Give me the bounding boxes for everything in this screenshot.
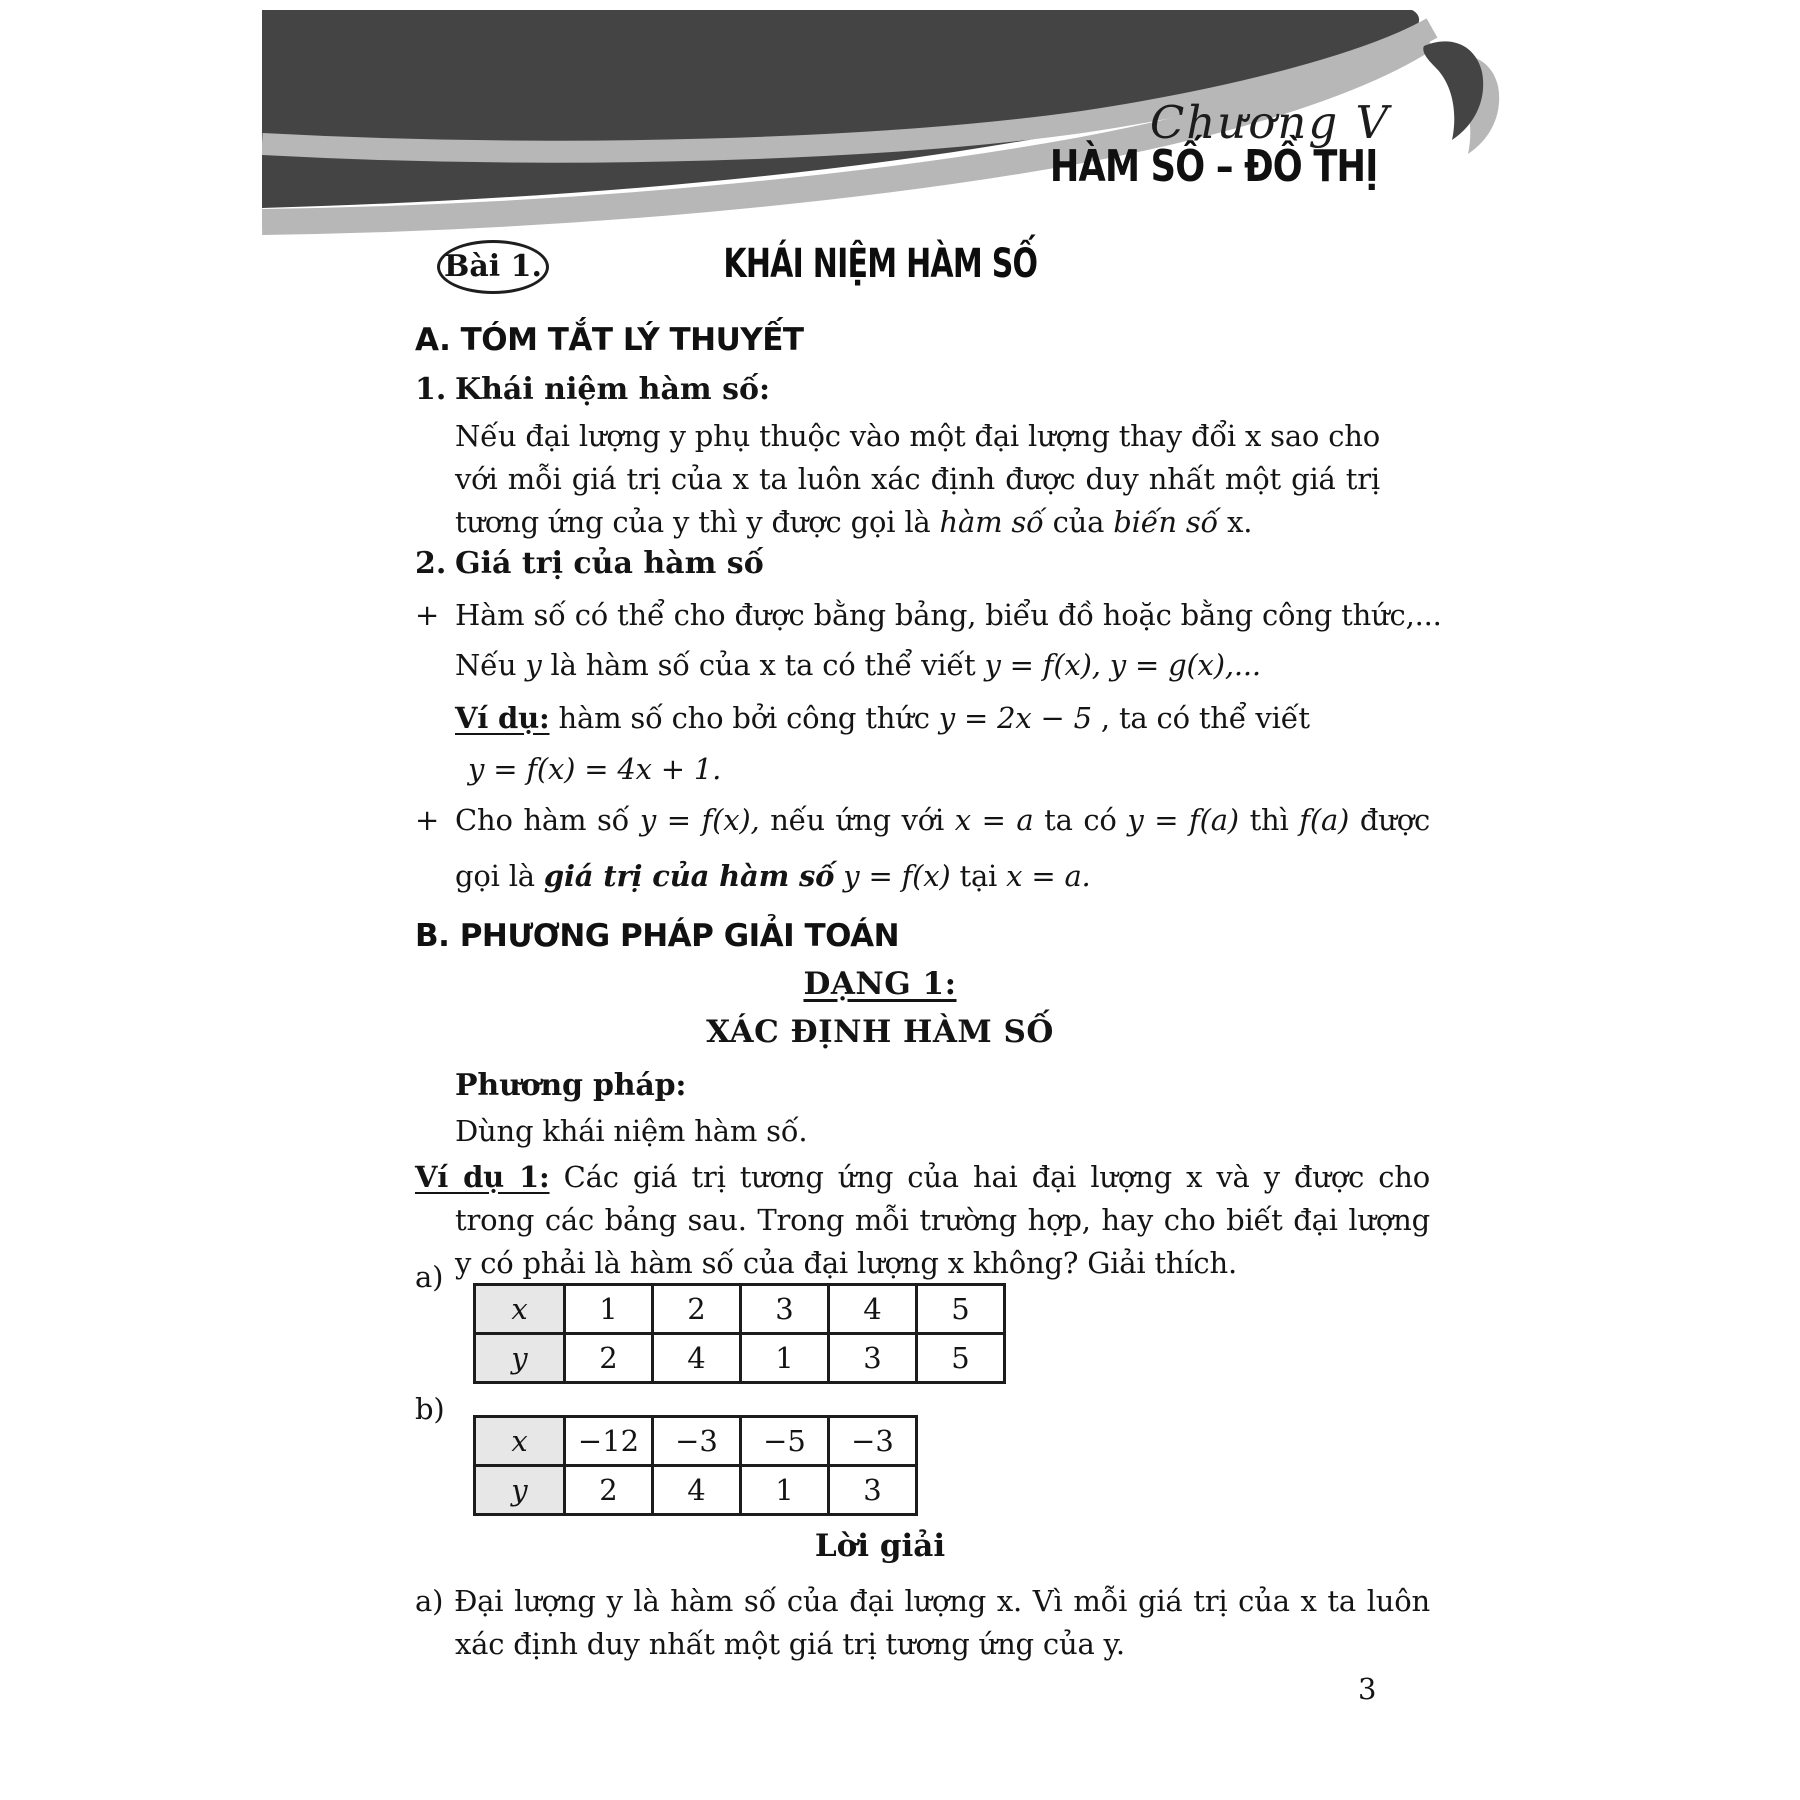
body-text: x. bbox=[1218, 505, 1253, 539]
theory-item-1-body bbox=[455, 415, 1380, 544]
solution-title: Lời giải bbox=[814, 1528, 946, 1564]
table-cell: 2 bbox=[565, 1466, 653, 1515]
example-label: Ví dụ: bbox=[455, 701, 550, 735]
example-1-paragraph bbox=[415, 1156, 1430, 1285]
plus-bullet: + bbox=[415, 803, 440, 837]
plus-bullet: + bbox=[415, 598, 440, 632]
lesson-badge: Bài 1. bbox=[437, 240, 549, 294]
math-fa: f(a) bbox=[1299, 803, 1350, 837]
body-text: của bbox=[1043, 505, 1114, 539]
theory-heading: A. TÓM TẮT LÝ THUYẾT bbox=[415, 322, 804, 358]
math-fx-gx: y = f(x), y = g(x),... bbox=[984, 648, 1261, 682]
table-cell: 3 bbox=[829, 1334, 917, 1383]
table-row-x bbox=[475, 1417, 917, 1466]
term-gia-tri-cua-ham-so: giá trị của hàm số bbox=[543, 859, 835, 893]
math-y-fx: y = f(x) bbox=[834, 859, 960, 893]
method-text: Dùng khái niệm hàm số. bbox=[455, 1114, 808, 1148]
page-number: 3 bbox=[1358, 1672, 1377, 1706]
method-heading: B. PHƯƠNG PHÁP GIẢI TOÁN bbox=[415, 918, 900, 954]
dang-1-title-row bbox=[415, 1014, 1345, 1050]
header-cell: x bbox=[475, 1285, 565, 1334]
header-cell: x bbox=[475, 1417, 565, 1466]
table-row-y bbox=[475, 1334, 1005, 1383]
table-b-label: b) bbox=[415, 1392, 445, 1426]
dang-1-label: DẠNG 1: bbox=[803, 966, 957, 1002]
item-title: Giá trị của hàm số bbox=[455, 546, 764, 581]
table-row-y bbox=[475, 1466, 917, 1515]
theory-item-2 bbox=[415, 546, 764, 581]
value-table-b bbox=[473, 1415, 918, 1516]
term-bien-so: biến số bbox=[1113, 505, 1219, 539]
example-text: hàm số cho bởi công thức bbox=[549, 701, 939, 735]
example-1-text: Các giá trị tương ứng của hai đại lượng x và y được cho trong các bảng sau. Trong mỗi trường hợp, hay cho biết đại lượng y có phải là hàm số của đại lượng x không? Giải thích. bbox=[455, 1160, 1430, 1280]
bullet-text: ta có bbox=[1033, 803, 1128, 837]
table-cell: −3 bbox=[653, 1417, 741, 1466]
bullet-1-line-1 bbox=[415, 594, 1442, 637]
item-title: Khái niệm hàm số: bbox=[455, 372, 771, 407]
item-number: 1. bbox=[415, 372, 447, 407]
table-cell: 4 bbox=[829, 1285, 917, 1334]
solution-a-label: a) bbox=[415, 1584, 444, 1618]
table-cell: 1 bbox=[565, 1285, 653, 1334]
table-cell: −12 bbox=[565, 1417, 653, 1466]
table-cell: 2 bbox=[653, 1285, 741, 1334]
header-cell: y bbox=[475, 1334, 565, 1383]
example-1-label: Ví dụ 1: bbox=[415, 1160, 550, 1194]
theory-item-1 bbox=[415, 372, 770, 407]
header-cell: y bbox=[475, 1466, 565, 1515]
lesson-title-row bbox=[415, 241, 1345, 287]
example-line bbox=[455, 697, 1310, 740]
table-cell: 5 bbox=[917, 1285, 1005, 1334]
term-ham-so: hàm số bbox=[939, 505, 1044, 539]
table-a-label: a) bbox=[415, 1260, 444, 1294]
table-cell: 4 bbox=[653, 1466, 741, 1515]
table-cell: −3 bbox=[829, 1417, 917, 1466]
value-table-a bbox=[473, 1283, 1006, 1384]
item-number: 2. bbox=[415, 546, 447, 581]
table-cell: 1 bbox=[741, 1466, 829, 1515]
example-text: , ta có thể viết bbox=[1091, 701, 1310, 735]
bullet-1-line-2 bbox=[455, 644, 1261, 687]
method-label: Phương pháp: bbox=[455, 1068, 687, 1103]
chapter-label: Chương V bbox=[1149, 96, 1390, 149]
bullet-text: Hàm số có thể cho được bằng bảng, biểu đồ hoặc bằng công thức,... bbox=[455, 598, 1442, 632]
table-cell: −5 bbox=[741, 1417, 829, 1466]
table-cell: 5 bbox=[917, 1334, 1005, 1383]
solution-title-row bbox=[415, 1528, 1345, 1564]
table-cell: 2 bbox=[565, 1334, 653, 1383]
dang-1-title: XÁC ĐỊNH HÀM SỐ bbox=[706, 1014, 1054, 1050]
bullet-text: được gọi là bbox=[455, 803, 1430, 893]
body-text: Nếu đại lượng y phụ thuộc vào một đại lượng thay đổi x sao cho với mỗi giá trị của x ta luôn xác định được duy nhất một giá trị tương ứng của y thì y được gọi là bbox=[455, 419, 1380, 539]
bullet-2 bbox=[415, 792, 1430, 904]
bullet-text: là hàm số của x ta có thể viết bbox=[541, 648, 985, 682]
lesson-title: KHÁI NIỆM HÀM SỐ bbox=[723, 241, 1037, 287]
table-cell: 3 bbox=[829, 1466, 917, 1515]
math-y-fx: y = f(x), bbox=[639, 803, 760, 837]
math-x-a: x = a bbox=[954, 803, 1034, 837]
table-cell: 3 bbox=[741, 1285, 829, 1334]
bullet-text: tại bbox=[959, 859, 1007, 893]
math-x-a: x = a. bbox=[1006, 859, 1091, 893]
math-2x-minus-5: y = 2x − 5 bbox=[938, 701, 1092, 735]
dang-1-row bbox=[415, 966, 1345, 1002]
example-formula: y = f(x) = 4x + 1. bbox=[468, 752, 722, 786]
table-cell: 4 bbox=[653, 1334, 741, 1383]
table-cell: 1 bbox=[741, 1334, 829, 1383]
math-y: y bbox=[525, 648, 542, 682]
bullet-text: Cho hàm số bbox=[455, 803, 640, 837]
bullet-text: nếu ứng với bbox=[759, 803, 955, 837]
math-y-fa: y = f(a) bbox=[1127, 803, 1239, 837]
bullet-text: Nếu bbox=[455, 648, 526, 682]
bullet-text: thì bbox=[1238, 803, 1300, 837]
solution-a-paragraph bbox=[415, 1580, 1430, 1666]
chapter-title-text: HÀM SỐ – ĐỒ THỊ bbox=[1050, 141, 1378, 192]
solution-a-text: Đại lượng y là hàm số của đại lượng x. Vì mỗi giá trị của x ta luôn xác định duy nhất một giá trị tương ứng của y. bbox=[443, 1584, 1430, 1661]
table-row-x bbox=[475, 1285, 1005, 1334]
chapter-title bbox=[900, 141, 1378, 192]
